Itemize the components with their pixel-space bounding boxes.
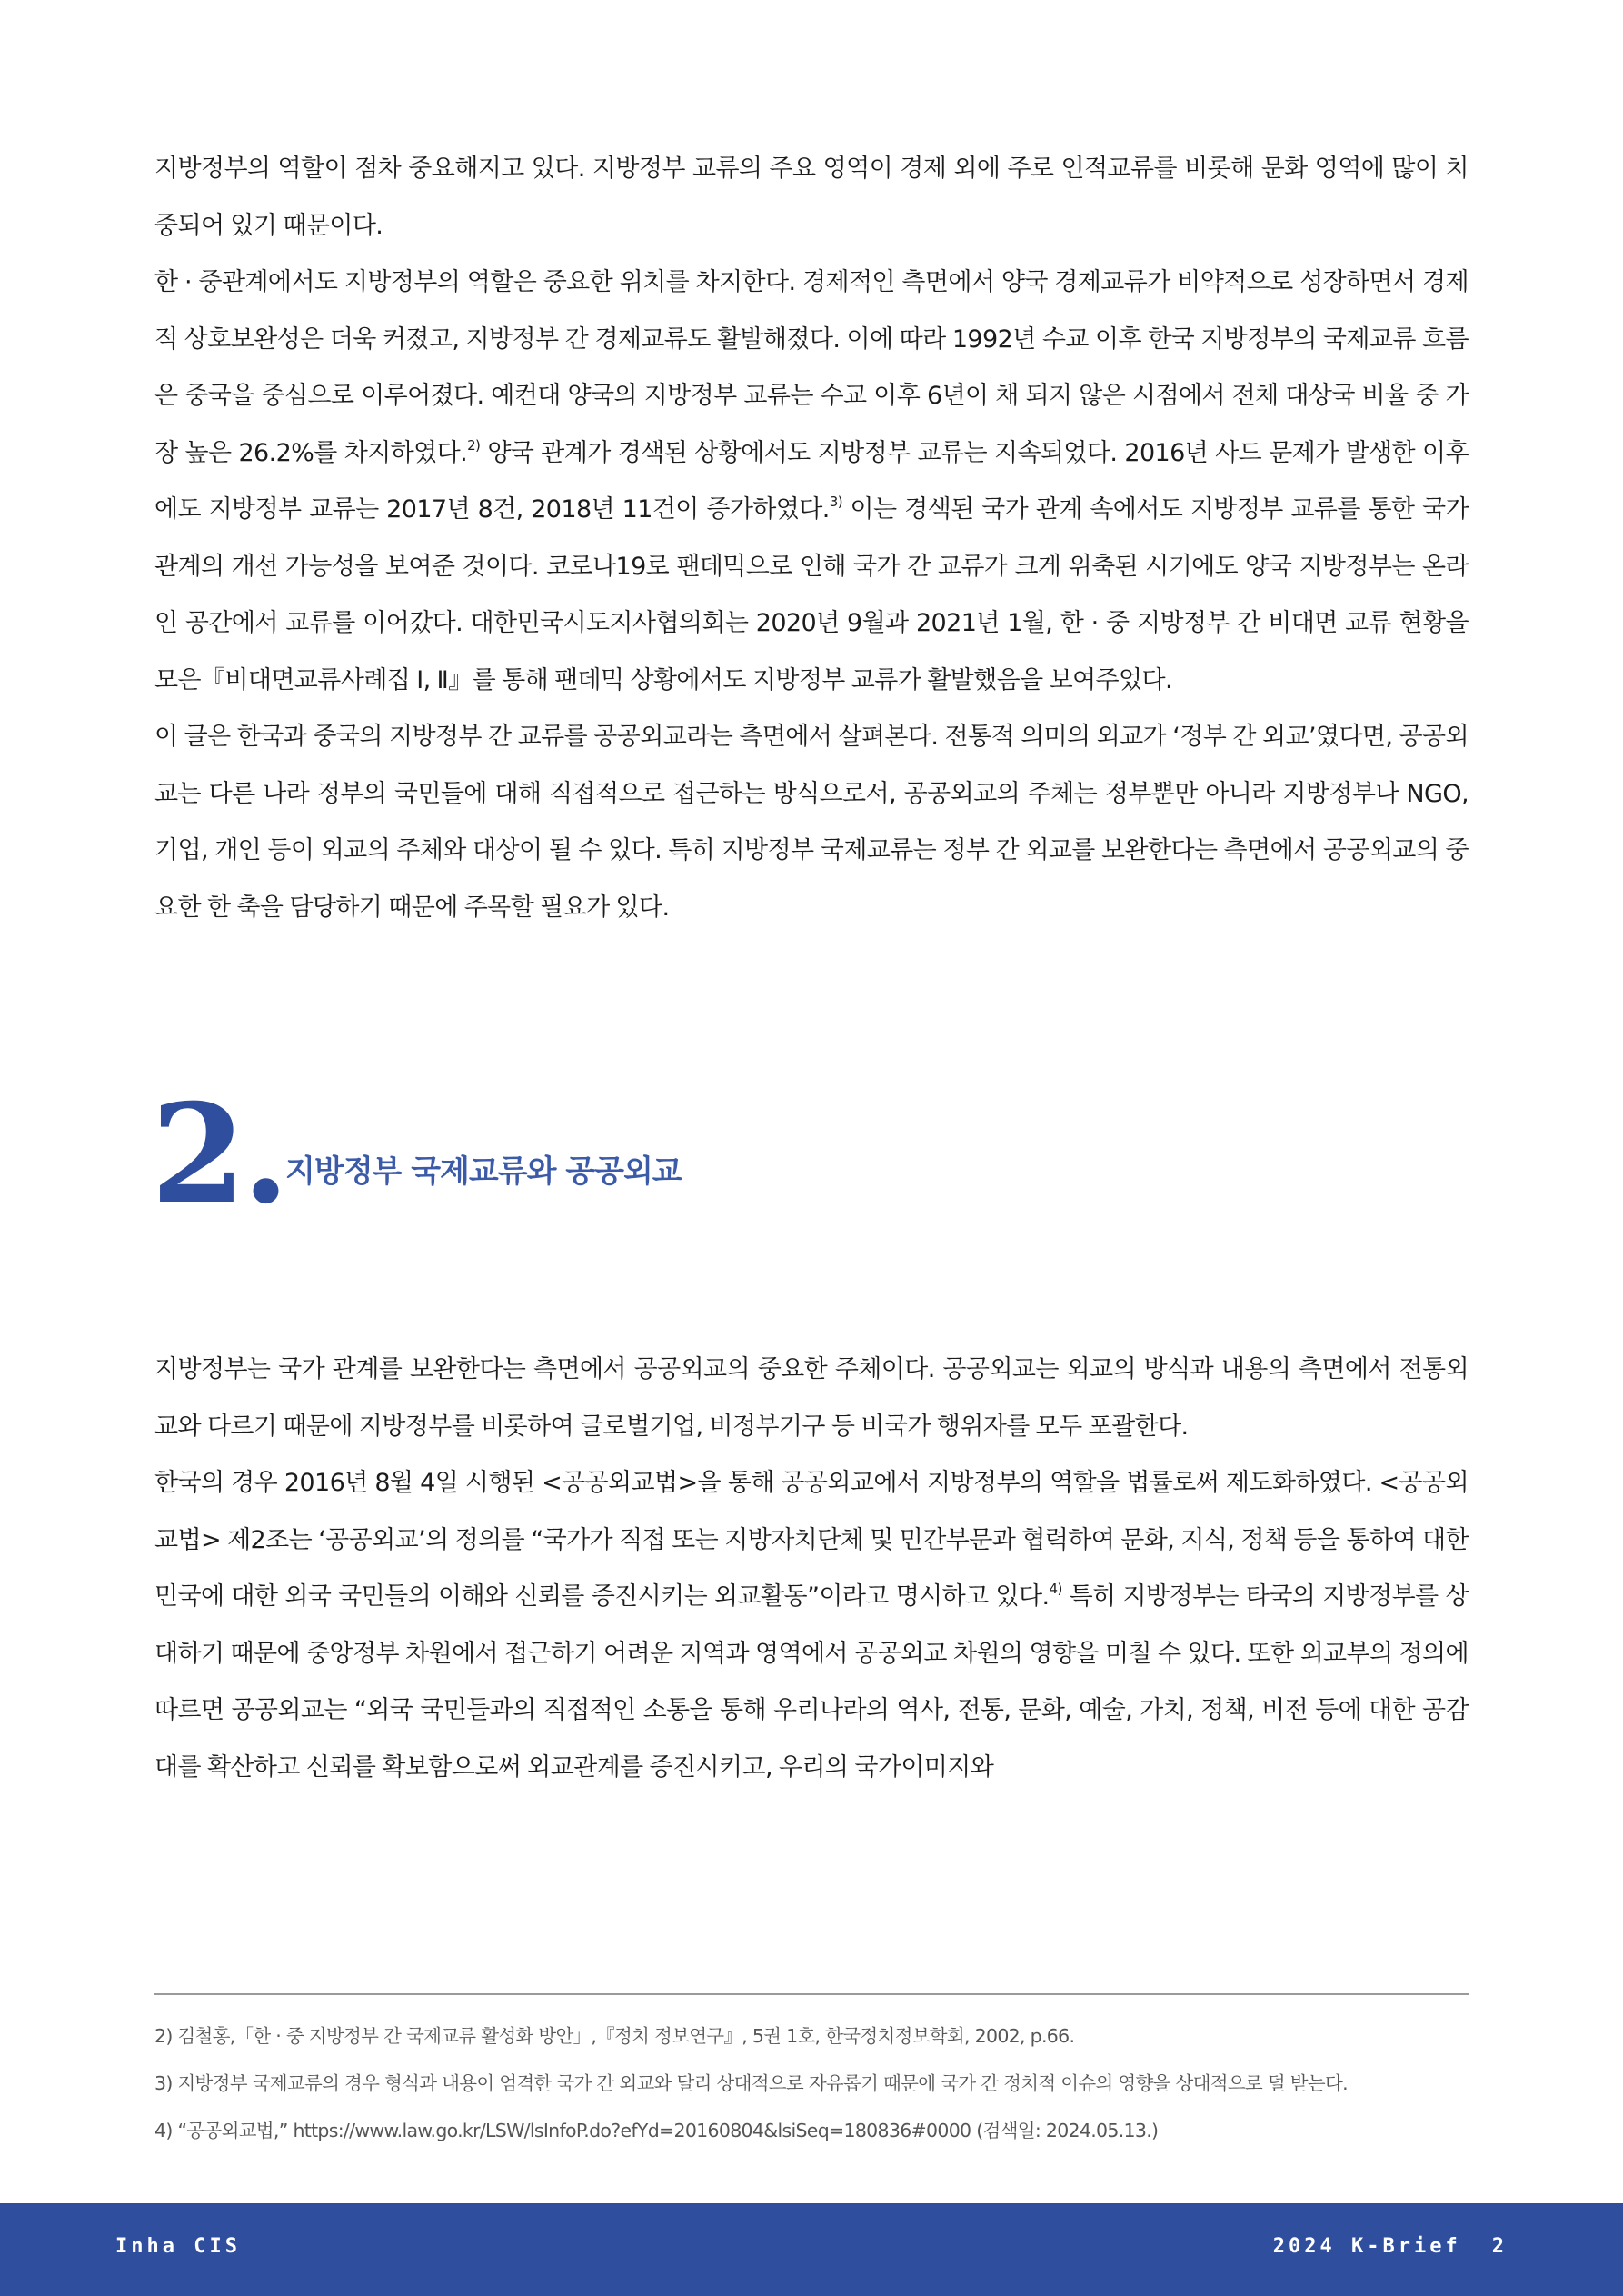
footer-publication: 2024 K-Brief	[1272, 2235, 1461, 2258]
section-title: 지방정부 국제교류와 공공외교	[285, 1153, 682, 1190]
page-number: 2	[1491, 2235, 1508, 2258]
paragraph-5	[154, 1455, 1469, 1796]
paragraph-2-part-b: 양국 관계가 경색된 상황에서도 지방정부 교류는 지속되었다. 2016년 사드 문제가 발생한 이후에도 지방정부 교류는 2017년 8건, 2018년 11건이 증가하였다.	[154, 438, 1469, 524]
footnote-ref-3[interactable]: 3)	[829, 494, 842, 510]
footnotes	[154, 2012, 1469, 2154]
paragraph-5-part-b: 특히 지방정부는 타국의 지방정부를 상대하기 때문에 중앙정부 차원에서 접근하기 어려운 지역과 영역에서 공공외교 차원의 영향을 미칠 수 있다. 또한 외교부의 정의에 따르면 공공외교는 “외국 국민들과의 직접적인 소통을 통해 우리나라의 역사, 전통, 문화, 예술, 가치, 정책, 비전 등에 대한 공감대를 확산하고 신뢰를 확보함으로써 외교관계를 증진시키고, 우리의 국가이미지와	[154, 1582, 1469, 1782]
body-text-section-2	[154, 1342, 1469, 1796]
body-text-section-1	[154, 141, 1469, 936]
footer-publisher: Inha CIS	[115, 2235, 241, 2258]
page-footer	[0, 2203, 1623, 2296]
footer-right-group	[1273, 2235, 1508, 2258]
paragraph-2-part-a: 한 · 중관계에서도 지방정부의 역할은 중요한 위치를 차지한다. 경제적인 측면에서 양국 경제교류가 비약적으로 성장하면서 경제적 상호보완성은 더욱 커졌고, 지방정부 간 경제교류도 활발해졌다. 이에 따라 1992년 수교 이후 한국 지방정부의 국제교류 흐름은 중국을 중심으로 이루어졌다. 예컨대 양국의 지방정부 교류는 수교 이후 6년이 채 되지 않은 시점에서 전체 대상국 비율 중 가장 높은 26.2%를 차지하였다.	[154, 268, 1469, 467]
paragraph-4: 지방정부는 국가 관계를 보완한다는 측면에서 공공외교의 중요한 주체이다. 공공외교는 외교의 방식과 내용의 측면에서 전통외교와 다르기 때문에 지방정부를 비롯하여 글로벌기업, 비정부기구 등 비국가 행위자를 모두 포괄한다.	[154, 1355, 1469, 1441]
paragraph-2	[154, 255, 1469, 709]
footnote-ref-2[interactable]: 2)	[467, 436, 481, 454]
footnote-4: 4) “공공외교법,” https://www.law.go.kr/LSW/lsInfoP.do?efYd=20160804&lsiSeq=180836#0000 (검색일: 2024.05.13.)	[154, 2120, 1159, 2141]
footnote-divider	[154, 1993, 1469, 1995]
paragraph-3: 이 글은 한국과 중국의 지방정부 간 교류를 공공외교라는 측면에서 살펴본다. 전통적 의미의 외교가 ‘정부 간 외교’였다면, 공공외교는 다른 나라 정부의 국민들에 대해 직접적으로 접근하는 방식으로서, 공공외교의 주체는 정부뿐만 아니라 지방정부나 NGO, 기업, 개인 등이 외교의 주체와 대상이 될 수 있다. 특히 지방정부 국제교류는 정부 간 외교를 보완한다는 측면에서 공공외교의 중요한 한 축을 담당하기 때문에 주목할 필요가 있다.	[154, 723, 1469, 922]
paragraph-1: 지방정부의 역할이 점차 중요해지고 있다. 지방정부 교류의 주요 영역이 경제 외에 주로 인적교류를 비롯해 문화 영역에 많이 치중되어 있기 때문이다.	[154, 155, 1469, 240]
footnote-ref-4[interactable]: 4)	[1049, 1581, 1062, 1597]
footnote-3: 3) 지방정부 국제교류의 경우 형식과 내용이 엄격한 국가 간 외교와 달리 상대적으로 자유롭기 때문에 국가 간 정치적 이슈의 영향을 상대적으로 덜 받는다.	[154, 2072, 1348, 2094]
footnote-2: 2) 김철홍,「한 · 중 지방정부 간 국제교류 활성화 방안」,『정치 정보연구』, 5권 1호, 한국정치정보학회, 2002, p.66.	[154, 2025, 1075, 2047]
paragraph-2-part-c: 이는 경색된 국가 관계 속에서도 지방정부 교류를 통한 국가 관계의 개선 가능성을 보여준 것이다. 코로나19로 팬데믹으로 인해 국가 간 교류가 크게 위축된 시기에도 양국 지방정부는 온라인 공간에서 교류를 이어갔다. 대한민국시도지사협의회는 2020년 9월과 2021년 1월, 한 · 중 지방정부 간 비대면 교류 현황을 모은『비대면교류사례집 Ⅰ, Ⅱ』를 통해 팬데믹 상황에서도 지방정부 교류가 활발했음을 보여주었다.	[154, 495, 1469, 694]
section-number: 2.	[151, 1074, 286, 1234]
paragraph-5-part-a: 한국의 경우 2016년 8월 4일 시행된 <공공외교법>을 통해 공공외교에서 지방정부의 역할을 법률로써 제도화하였다. <공공외교법> 제2조는 ‘공공외교’의 정의를 “국가가 직접 또는 지방자치단체 및 민간부문과 협력하여 문화, 지식, 정책 등을 통하여 대한민국에 대한 외국 국민들의 이해와 신뢰를 증진시키는 외교활동”이라고 명시하고 있다.	[154, 1469, 1469, 1611]
